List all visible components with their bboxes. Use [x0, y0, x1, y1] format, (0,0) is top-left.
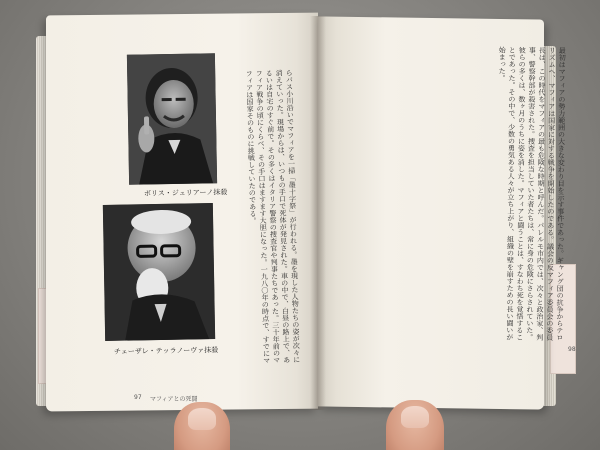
left-running-title: マフィアとの死闘 — [150, 396, 198, 403]
right-thumb — [386, 400, 444, 450]
right-page-body-text: 最初はマフィアの勢力範囲の大きな変わり目を示す事件であった。ギャング団の抗争からテロリズムへ、マフィアは国家に対する戦争を開始したのである。議会の反マフィア委員会の委員長は、この時代をマフィアの最も危険な時期と呼んだ。パレルモ市内では、次々と政治家、判事、警察幹部が殺害された。捜査を担当していた者たちは、常に身の危険にさらされていた。彼らの多くは、数ヶ月のうちに姿を消した。マフィアと闘うことは、すなわち死を覚悟することであった。その中で、少数の勇気ある人々が立ち上がり、組織の壁を崩すための長い闘いが始まった。 — [498, 46, 567, 341]
book-gutter — [310, 16, 326, 410]
right-page-number: 98 — [568, 346, 576, 353]
left-page-number: 97 — [134, 394, 142, 401]
open-book — [28, 6, 576, 424]
man-portrait-icon — [127, 53, 217, 185]
left-thumb — [174, 402, 230, 450]
right-thumbnail — [401, 406, 429, 428]
portrait-photo-top — [127, 53, 217, 185]
portrait-photo-bottom — [103, 203, 215, 341]
photo-caption-top: ボリス・ジュリアーノ抹殺 — [143, 188, 228, 198]
left-page-body-text: らバス小川沿いでマフィアを一掃「墨十字祭」が行われる。墨を現した人物たちの姿が次々に消えていった。現場からは、いつもの手口で死体が発見された。車の中で、白昼の路上で、あるいは自宅のすぐ前で。その多くはイタリア警察の捜査官や判事たちであった。三十年前のマフィア戦争の頃にくらべ、その手口はますます大胆になった。一九八〇年の時点で、すでにマフィアは国家そのものに挑戦していたのである。 — [245, 69, 301, 364]
photo-caption-bottom: チェーザレ・テッラノーヴァ抹殺 — [113, 346, 219, 356]
left-thumbnail — [188, 408, 216, 430]
man-telephone-portrait-icon — [103, 203, 215, 341]
